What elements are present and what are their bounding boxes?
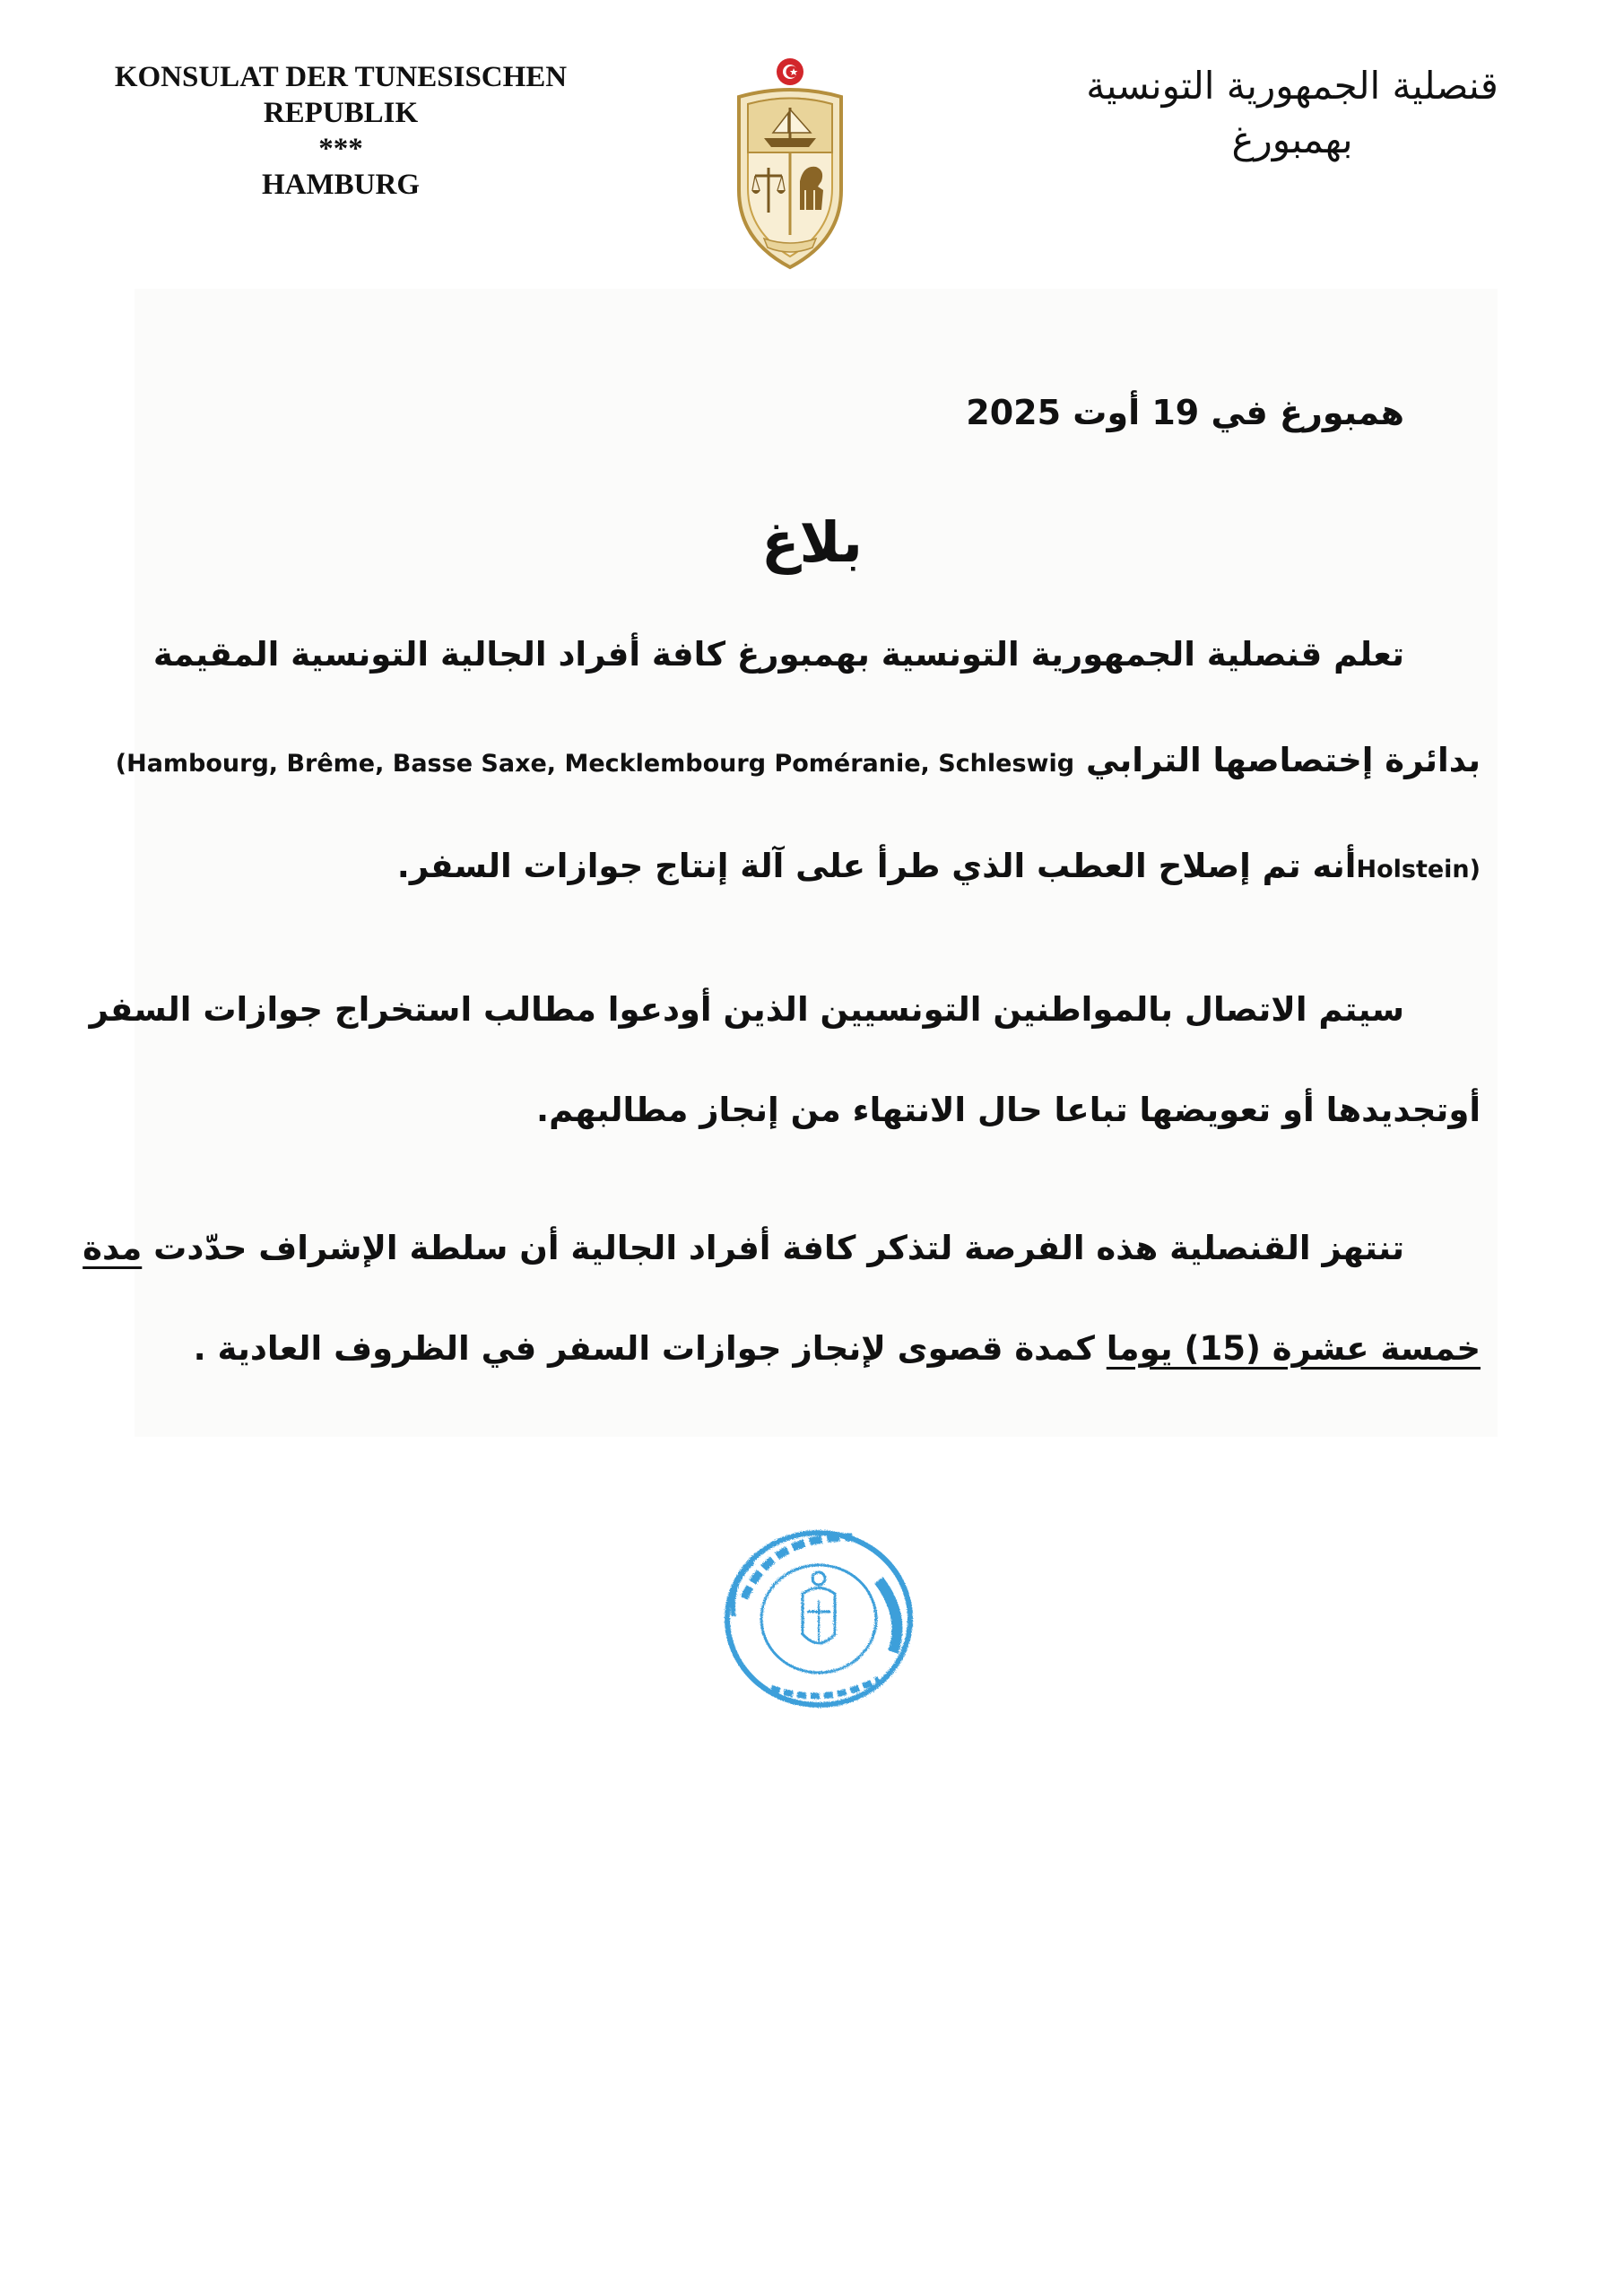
paragraph-1-line-3-arabic: أنه تم إصلاح العطب الذي طرأ على آلة إنتاج جوازات السفر. <box>396 847 1357 885</box>
arabic-header-line-2: بهمبورغ <box>1231 117 1353 161</box>
document-date: همبورغ في 19 أوت 2025 <box>966 393 1404 432</box>
paragraph-1-line-2-latin: (Hambourg, Brême, Basse Saxe, Mecklembourg Poméranie, Schleswig <box>115 750 1075 778</box>
paragraph-2-line-2-text: أوتجديدها أو تعويضها تباعا حال الانتهاء من إنجاز مطالبهم. <box>536 1091 1481 1129</box>
german-header-line-3: *** <box>318 133 363 165</box>
paragraph-3-line-1 <box>83 1223 1404 1274</box>
document-title: بلاغ <box>761 509 863 575</box>
paragraph-3-line-1-text: تنتهز القنصلية هذه الفرصة لتذكر كافة أفراد الجالية أن سلطة الإشراف حدّدت <box>153 1229 1404 1267</box>
paragraph-1-line-1-text: تعلم قنصلية الجمهورية التونسية بهمبورغ كافة أفراد الجالية التونسية المقيمة <box>152 635 1404 674</box>
paragraph-2-line-1 <box>89 985 1404 1035</box>
german-header-line-2: REPUBLIK <box>263 97 419 129</box>
paragraph-3-line-2 <box>135 1324 1481 1374</box>
paragraph-3-line-2-underlined: خمسة عشرة (15) يوما <box>1106 1329 1481 1368</box>
paragraph-3-line-2-text: كمدة قصوى لإنجاز جوازات السفر في الظروف العادية . <box>193 1329 1095 1368</box>
paragraph-3-line-1-underlined: مدة <box>83 1229 143 1267</box>
paragraph-1-line-3 <box>135 841 1481 895</box>
arabic-letterhead <box>1059 59 1525 167</box>
paragraph-1-line-1 <box>131 630 1404 680</box>
paragraph-1-line-3-latin: Holstein) <box>1356 856 1481 883</box>
paragraph-1-line-2 <box>115 735 1481 789</box>
arabic-header-line-1: قنصلية الجمهورية التونسية <box>1086 64 1498 108</box>
paragraph-2-line-1-text: سيتم الاتصال بالمواطنين التونسيين الذين أودعوا مطالب استخراج جوازات السفر <box>89 990 1404 1029</box>
german-letterhead <box>72 59 610 203</box>
paragraph-2-line-2 <box>135 1085 1481 1135</box>
paragraph-1-line-2-arabic: بدائرة إختصاصها الترابي <box>1085 741 1481 779</box>
tunisia-coat-of-arms-icon <box>728 56 852 274</box>
german-header-line-4: HAMBURG <box>262 169 420 201</box>
german-header-line-1: KONSULAT DER TUNESISCHEN <box>114 61 568 93</box>
consulate-stamp-icon <box>717 1518 920 1720</box>
